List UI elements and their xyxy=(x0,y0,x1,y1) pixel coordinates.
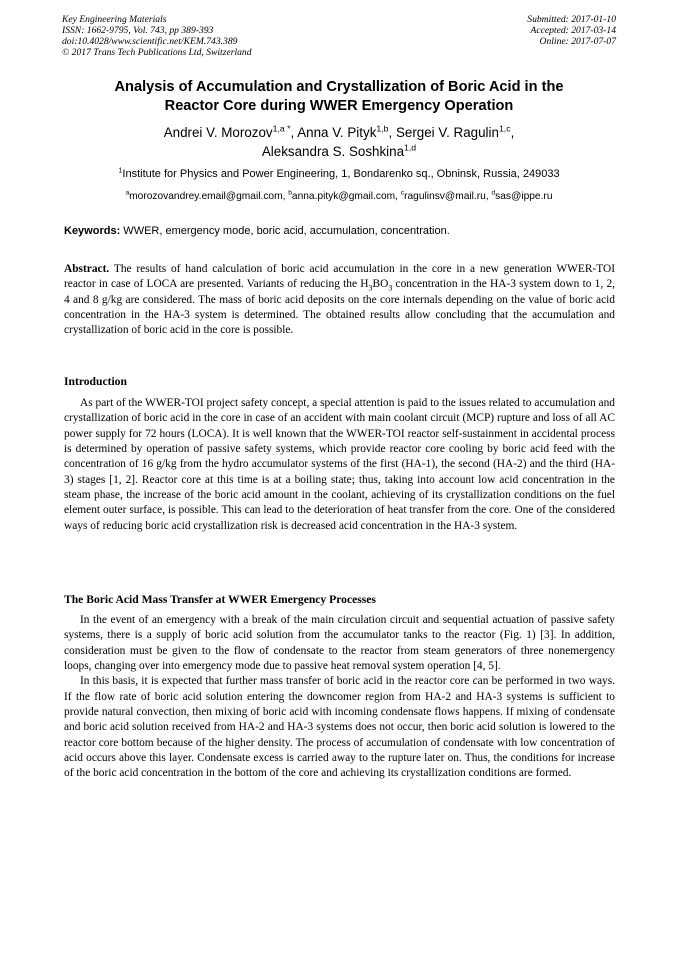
email-link[interactable]: ragulinsv@mail.ru, xyxy=(404,191,492,202)
abstract-text: The results of hand calculation of boric acid accumulation in the core in a new generation WWER-TOI reactor in case of LOCA are presented. Variants of reducing the H xyxy=(64,263,615,291)
author-sup: 1,d xyxy=(404,142,417,153)
authors-line-2 xyxy=(40,142,638,161)
email-link[interactable]: anna.pityk@gmail.com, xyxy=(291,191,401,202)
authors-line-1: Andrei V. Morozov$^{1,a *}$, Anna V. Pityk$^{1,b}$, Sergei V. Ragulin$^{1,c}$, xyxy=(163,123,515,140)
submitted-date: Submitted: 2017-01-10 xyxy=(527,14,616,25)
mass-transfer-paragraph-2: In this basis, it is expected that further mass transfer of boric acid in the reactor core can be performed in two ways. If the flow rate of boric acid solution entering the downcomer region from HA-2 and HA-3 systems is sufficient to provide natural convection, then mixing of boric acid with incoming condensate flows happens. If mixing of condensate and boric acid solution received from HA-2 and HA-3 systems does not occur, then boric acid solution is lowered to the reactor core bottom because of the higher density. The process of accumulation of condensate with low concentration of acid occurs above this layer. Condensate excess is carried away to the rupture later on. Thus, the conditions for increase of the boric acid concentration in the bottom of the core and achieving its crystallization conditions are formed. xyxy=(64,675,615,780)
author-list xyxy=(40,123,638,161)
affiliation xyxy=(40,167,638,181)
online-date: Online: 2017-07-07 xyxy=(539,36,616,47)
email-list xyxy=(40,190,638,204)
paper-title xyxy=(40,78,638,116)
author-name: Anna V. Pityk xyxy=(297,125,377,140)
email-sup: b xyxy=(288,189,292,197)
accepted-date: Accepted: 2017-03-14 xyxy=(530,25,616,36)
chem-subscript: 3 xyxy=(368,283,373,293)
affiliation-sup: 1 xyxy=(118,166,123,175)
abstract xyxy=(64,262,615,339)
keywords-label: Keywords: xyxy=(64,225,121,237)
author-sup: 1,a * xyxy=(272,123,291,134)
keywords-text: WWER, emergency mode, boric acid, accumulation, concentration. xyxy=(120,225,450,237)
email-sup: a xyxy=(125,189,130,197)
mass-transfer-heading: The Boric Acid Mass Transfer at WWER Emergency Processes xyxy=(64,593,376,606)
abstract-label: Abstract. xyxy=(64,263,110,275)
dates-header xyxy=(527,14,616,47)
author-name: Sergei V. Ragulin xyxy=(395,125,499,140)
abstract-text: BO xyxy=(372,278,389,291)
affiliation-text: Institute for Physics and Power Engineering, 1, Bondarenko sq., Obninsk, Russia, 249033 xyxy=(122,168,560,180)
journal-name: Key Engineering Materials xyxy=(62,14,167,25)
journal-header xyxy=(62,14,252,58)
author-sup: 1,c xyxy=(498,123,511,134)
author-name: Andrei V. Morozov xyxy=(163,125,273,140)
introduction-heading: Introduction xyxy=(64,375,127,388)
journal-copyright: © 2017 Trans Tech Publications Ltd, Switzerland xyxy=(62,47,252,58)
chem-subscript: 3 xyxy=(388,283,393,293)
email-sup: c xyxy=(400,189,405,197)
author-name: Aleksandra S. Soshkina xyxy=(261,144,405,159)
introduction-body xyxy=(64,396,615,534)
title-line-2: Reactor Core during WWER Emergency Operation xyxy=(164,98,514,114)
abstract-text: concentration in the HA-3 system down to 1, 2, 4 and 8 g/kg are considered. The mass of boric acid deposits on the core internals depending on the value of boric acid concentration in the HA-3 system is determined. The obtained results allow concluding that the accumulation and crystallization of boric acid in the core is possible. xyxy=(64,278,615,337)
email-link[interactable]: sas@ippe.ru xyxy=(495,191,553,202)
introduction-paragraph: As part of the WWER-TOI project safety concept, a special attention is paid to the issues related to accumulation and crystallization of boric acid in the core in case of an accident with main coolant circuit (MCP) rupture and loss of all AC power supply for 72 hours (LOCA). It is well known that the WWER-TOI reactor self-sustainment in accidental process is determined by operation of passive safety systems, which provide reactor core cooling by boric acid feed with the concentration of 16 g/kg from the hydro accumulator systems of the first (HA-1), the second (HA-2) and the third (HA-3) stages [1, 2]. Reactor core at this time is at a boiling state; thus, taking into account low acid concentration in the steam phase, the increase of the boric acid amount in the coolant, achieving of its crystallization conditions on the fuel element outer surface, is possible. This can lead to the deterioration of heat transfer from the core. One of the considered ways of reducing boric acid crystallization risk is decreased acid concentration in the HA-3 system. xyxy=(64,397,615,532)
mass-transfer-paragraph-1: In the event of an emergency with a break of the main circulation circuit and sequential actuation of passive safety systems, there is a supply of boric acid solution from the accumulator tanks to the reactor (Fig. 1) [3]. In addition, consideration must be given to the flow of condensate to the reactor from steam generators of three nonemergency loops, changing over into emergency mode due to passive heat removal system operation [4, 5]. xyxy=(64,614,615,673)
journal-doi: doi:10.4028/www.scientific.net/KEM.743.389 xyxy=(62,36,238,47)
journal-issn: ISSN: 1662-9795, Vol. 743, pp 389-393 xyxy=(62,25,214,36)
email-sup: d xyxy=(491,189,496,197)
mass-transfer-body xyxy=(64,613,615,782)
email-link[interactable]: morozovandrey.email@gmail.com, xyxy=(129,191,289,202)
title-line-1: Analysis of Accumulation and Crystallization of Boric Acid in the xyxy=(114,79,564,95)
author-sup: 1,b xyxy=(376,123,389,134)
keywords xyxy=(64,224,616,238)
